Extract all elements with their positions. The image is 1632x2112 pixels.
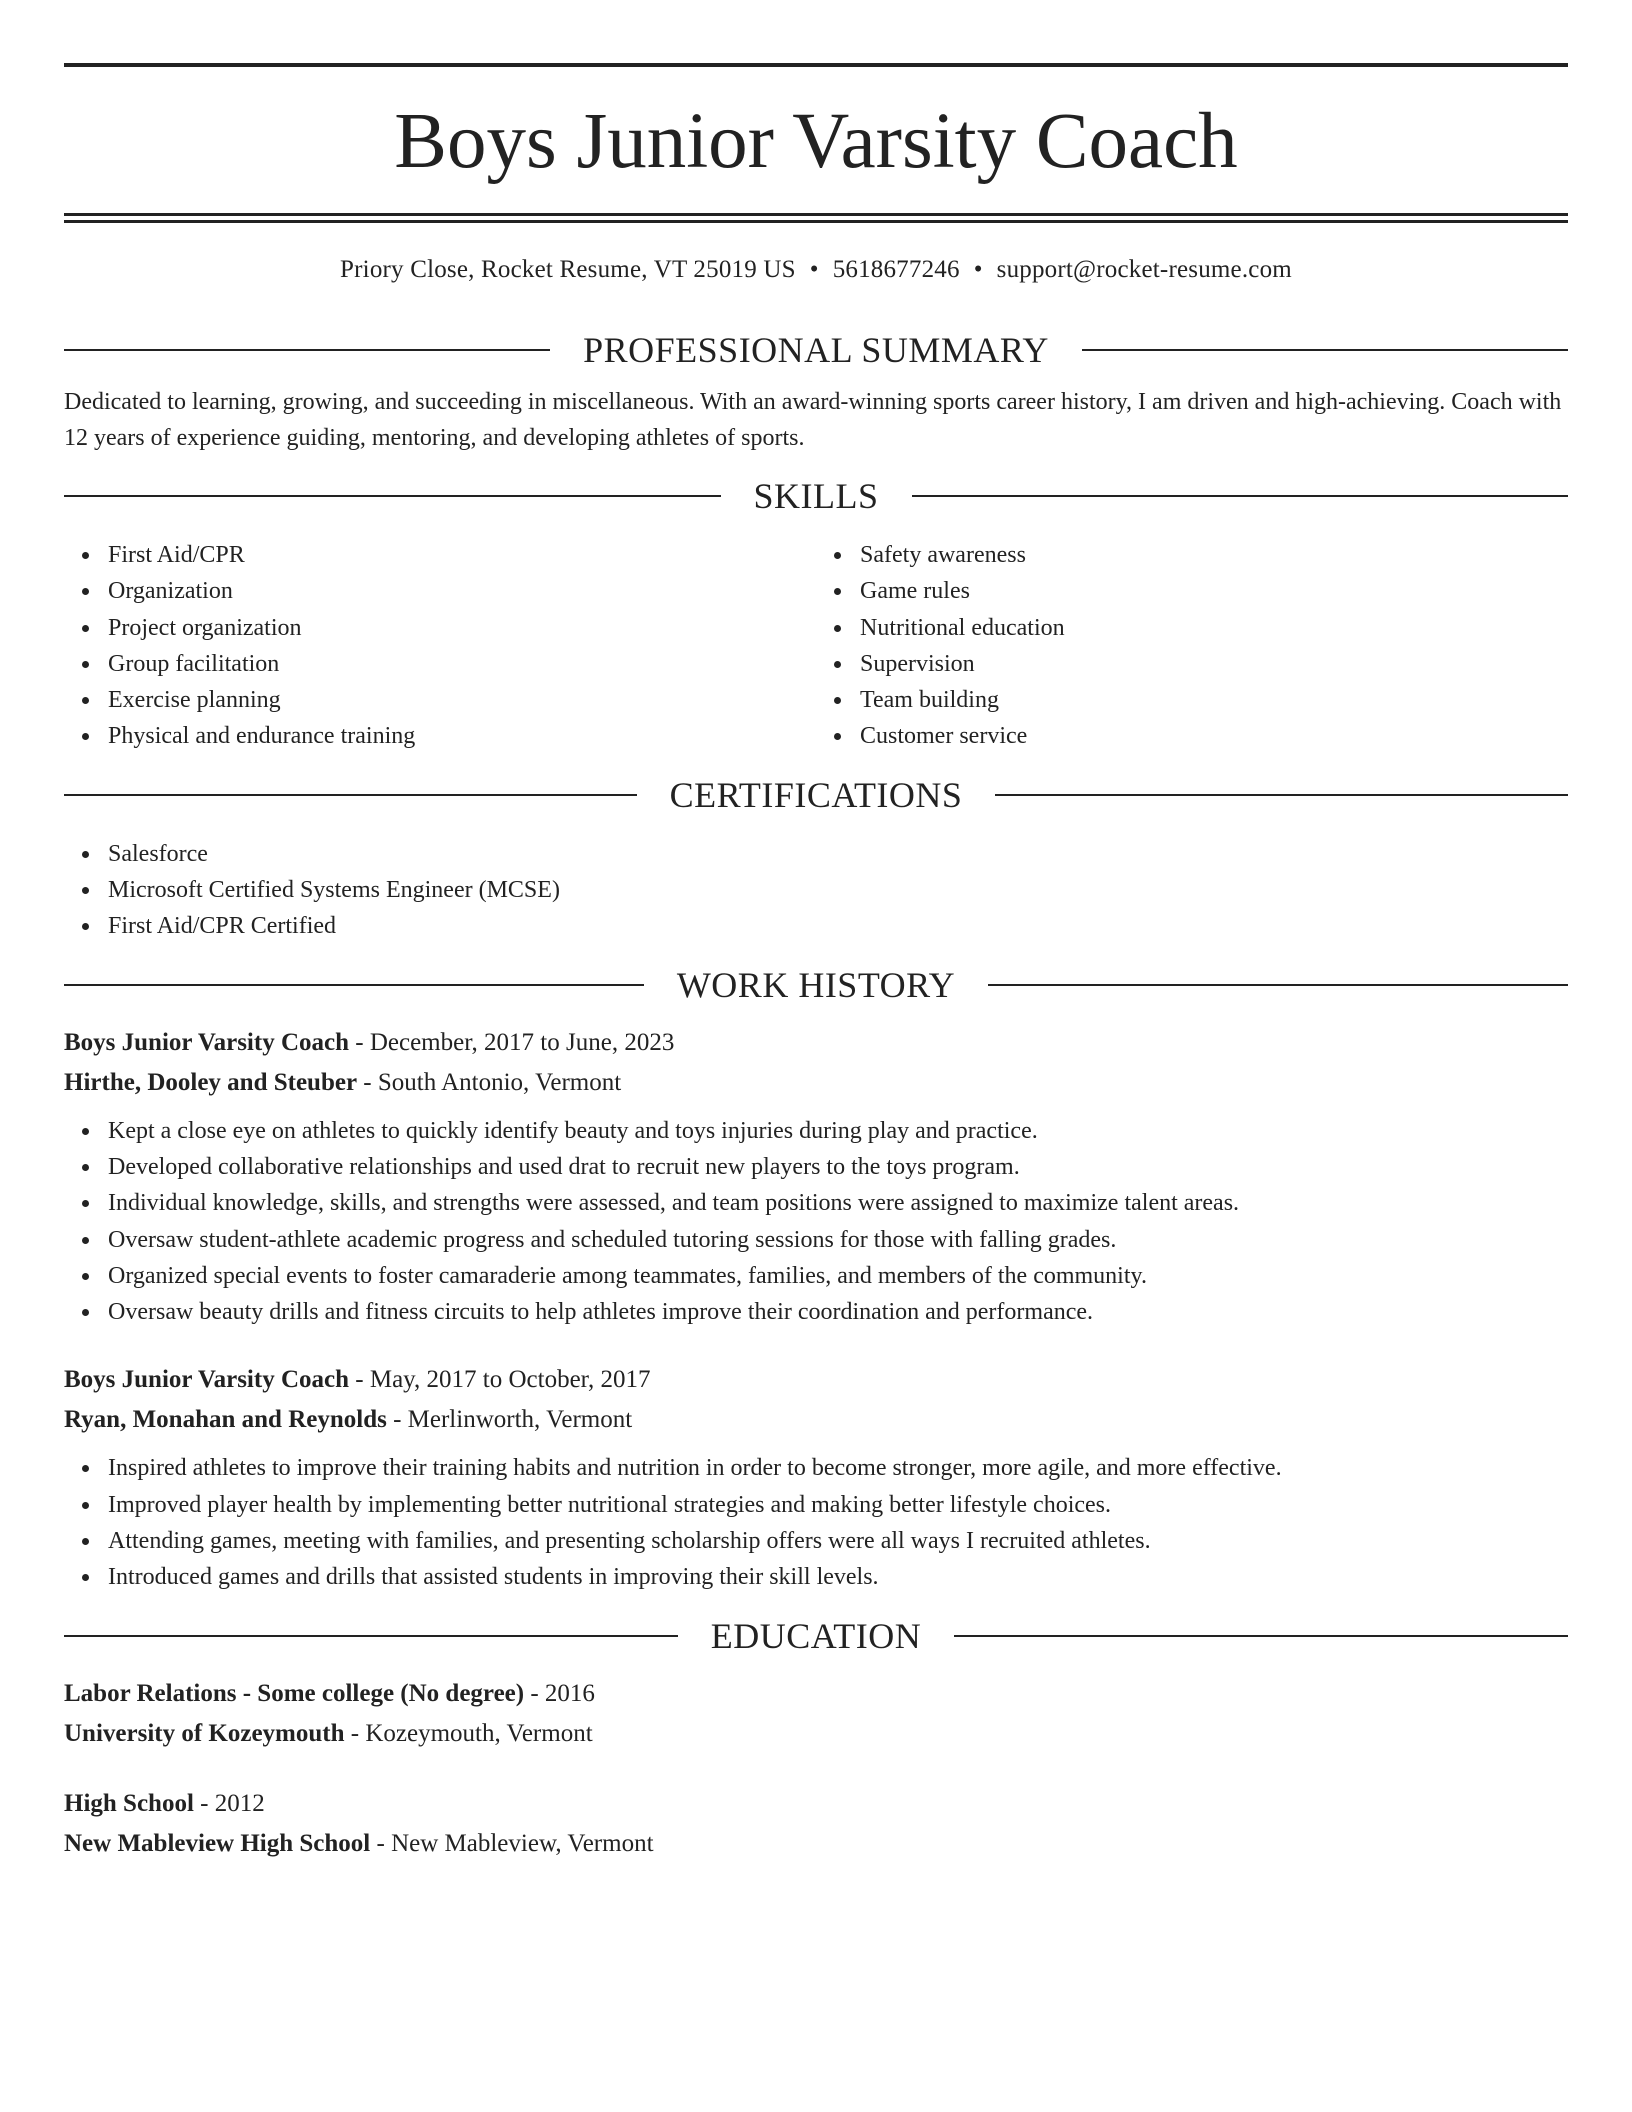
job-entry [64, 1360, 1568, 1595]
job-entry [64, 1023, 1568, 1331]
education-degree-line [64, 1674, 1568, 1714]
job-company-line [64, 1400, 1568, 1440]
summary-heading [64, 332, 1568, 368]
contact-email: support@rocket-resume.com [996, 256, 1292, 283]
education-heading [64, 1615, 1568, 1656]
education-school-line [64, 1714, 1568, 1754]
heading-rule [64, 1635, 678, 1637]
job-company: Ryan, Monahan and Reynolds [64, 1406, 387, 1434]
skills-list [64, 537, 1568, 755]
skills-column-left [64, 537, 816, 755]
heading-rule [954, 1635, 1568, 1637]
education-entry [64, 1784, 1568, 1864]
education-location: - New Mableview, Vermont [370, 1829, 654, 1857]
skill-item: Safety awareness [860, 537, 1568, 573]
top-rule [64, 63, 1568, 67]
contact-line [64, 256, 1568, 284]
job-bullet: Attending games, meeting with families, and presenting scholarship offers were all ways I recruited athletes. [108, 1523, 1568, 1559]
skill-item: Physical and endurance training [108, 718, 816, 754]
job-bullet: Oversaw student-athlete academic progress and scheduled tutoring sessions for those with falling grades. [108, 1222, 1568, 1258]
education-year: - 2012 [193, 1789, 265, 1817]
certifications-heading-label: CERTIFICATIONS [669, 774, 963, 815]
heading-rule [988, 984, 1568, 986]
job-title: Boys Junior Varsity Coach [64, 1366, 350, 1394]
job-title-line [64, 1360, 1568, 1400]
job-location: - Merlinworth, Vermont [386, 1406, 633, 1434]
work-heading-label: WORK HISTORY [676, 964, 956, 1005]
education-year: - 2016 [524, 1679, 595, 1707]
education-school: New Mableview High School [64, 1829, 371, 1857]
certification-item: Microsoft Certified Systems Engineer (MCSE) [108, 872, 1568, 908]
skills-heading [64, 478, 1568, 514]
heading-rule [912, 495, 1569, 497]
job-bullet: Organized special events to foster camaraderie among teammates, families, and members of the community. [108, 1258, 1568, 1294]
education-heading-label: EDUCATION [710, 1615, 922, 1656]
job-bullet: Oversaw beauty drills and fitness circuits to help athletes improve their coordination and performance. [108, 1294, 1568, 1330]
skill-item: Nutritional education [860, 610, 1568, 646]
heading-rule [64, 495, 721, 497]
education-degree: High School [64, 1789, 194, 1817]
skill-item: Customer service [860, 718, 1568, 754]
job-company-line [64, 1063, 1568, 1103]
job-title: Boys Junior Varsity Coach [64, 1028, 350, 1056]
contact-address: Priory Close, Rocket Resume, VT 25019 US [340, 256, 796, 283]
job-dates: - December, 2017 to June, 2023 [349, 1028, 675, 1056]
job-bullet: Individual knowledge, skills, and strengths were assessed, and team positions were assigned to maximize talent areas. [108, 1185, 1568, 1221]
job-bullet: Inspired athletes to improve their training habits and nutrition in order to become stronger, more agile, and more effective. [108, 1450, 1568, 1486]
contact-separator: • [809, 256, 819, 283]
job-dates: - May, 2017 to October, 2017 [349, 1366, 651, 1394]
contact-phone: 5618677246 [832, 256, 960, 283]
skill-item: Project organization [108, 610, 816, 646]
job-location: - South Antonio, Vermont [357, 1068, 622, 1096]
job-bullet: Introduced games and drills that assisted students in improving their skill levels. [108, 1559, 1568, 1595]
summary-heading-label: PROFESSIONAL SUMMARY [583, 330, 1049, 370]
skill-item: Team building [860, 682, 1568, 718]
job-bullets [64, 1450, 1568, 1595]
certification-item: First Aid/CPR Certified [108, 908, 1568, 944]
skill-item: Group facilitation [108, 646, 816, 682]
job-company: Hirthe, Dooley and Steuber [64, 1068, 358, 1096]
skill-item: Organization [108, 573, 816, 609]
job-bullet: Improved player health by implementing better nutritional strategies and making better lifestyle choices. [108, 1487, 1568, 1523]
heading-rule [64, 794, 637, 796]
skill-item: Supervision [860, 646, 1568, 682]
heading-rule [64, 984, 644, 986]
certifications-heading [64, 774, 1568, 815]
job-bullets [64, 1113, 1568, 1331]
education-entry [64, 1674, 1568, 1754]
contact-separator: • [973, 256, 983, 283]
job-bullet: Kept a close eye on athletes to quickly identify beauty and toys injuries during play and practice. [108, 1113, 1568, 1149]
job-bullet: Developed collaborative relationships and used drat to recruit new players to the toys program. [108, 1149, 1568, 1185]
education-degree: Labor Relations - Some college (No degree) [64, 1679, 525, 1707]
heading-rule [64, 349, 550, 351]
skill-item: First Aid/CPR [108, 537, 816, 573]
skills-heading-label: SKILLS [753, 476, 879, 516]
skill-item: Exercise planning [108, 682, 816, 718]
heading-rule [995, 794, 1568, 796]
summary-text: Dedicated to learning, growing, and succeeding in miscellaneous. With an award-winning sports career history, I am driven and high-achieving. Coach with 12 years of experience guiding, mentoring, and developing athletes of sports. [64, 389, 1562, 451]
job-title-line [64, 1023, 1568, 1063]
title-double-rule [64, 213, 1568, 223]
certifications-list [64, 836, 1568, 945]
heading-rule [1082, 349, 1568, 351]
resume-title: Boys Junior Varsity Coach [394, 98, 1238, 185]
education-school: University of Kozeymouth [64, 1719, 345, 1747]
education-degree-line [64, 1784, 1568, 1824]
education-location: - Kozeymouth, Vermont [344, 1719, 593, 1747]
education-school-line [64, 1824, 1568, 1864]
skills-column-right [816, 537, 1568, 755]
skill-item: Game rules [860, 573, 1568, 609]
certification-item: Salesforce [108, 836, 1568, 872]
work-heading [64, 964, 1568, 1005]
